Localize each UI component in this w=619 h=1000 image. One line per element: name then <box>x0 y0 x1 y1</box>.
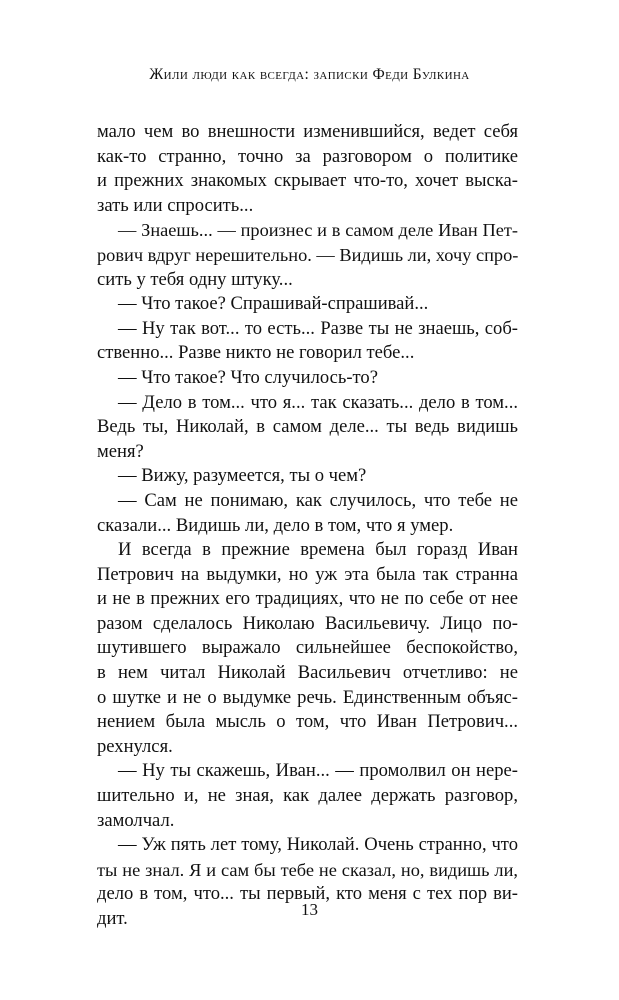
text-line: — Сам не понимаю, как случилось, что тебе не <box>118 489 518 511</box>
text-line: ственно... Разве никто не говорил тебе... <box>97 342 415 364</box>
text-line: — Уж пять лет тому, Николай. Очень странно, что <box>118 834 518 856</box>
text-line: ты не знал. Я и сам бы тебе не сказал, но, видишь ли, <box>97 859 518 880</box>
text-line: сказали... Видишь ли, дело в том, что я умер. <box>97 514 454 536</box>
text-line: шутившего выражало сильнейшее беспокойство, <box>97 637 518 659</box>
text-line: — Что такое? Спрашивай-спрашивай... <box>118 293 429 315</box>
text-line: шительно и, не зная, как далее держать разговор, <box>97 785 518 807</box>
text-line: — Знаешь... — произнес и в самом деле Иван Пет- <box>118 220 518 241</box>
text-line: меня? <box>97 440 144 462</box>
text-line: дит. <box>97 908 128 929</box>
text-line: рович вдруг нерешительно. — Видишь ли, хочу спро- <box>97 244 519 265</box>
body-text <box>97 120 518 932</box>
text-line: зать или спросить... <box>97 194 254 216</box>
text-line: разом сделалось Николаю Васильевичу. Лицо по- <box>97 612 518 634</box>
text-line: — Дело в том... что я... так сказать... дело в том... <box>118 391 518 413</box>
text-line: мало чем во внешности изменившийся, ведет себя <box>97 121 518 142</box>
text-line: — Вижу, разумеется, ты о чем? <box>118 465 367 487</box>
text-line: сить у тебя одну штуку... <box>97 268 293 290</box>
text-line: и прежних знакомых скрывает что-то, хочет выска- <box>97 170 518 192</box>
text-line: и не в прежних его традициях, что не по себе от нее <box>97 588 518 610</box>
text-line: о шутке и не о выдумке речь. Единственным объяс- <box>97 686 518 708</box>
running-header: Жили люди как всегда: записки Феди Булкина <box>149 66 470 83</box>
text-line: дело в том, что... ты первый, кто меня с тех пор ви- <box>97 883 518 905</box>
text-line: — Что такое? Что случилось-то? <box>118 366 378 388</box>
text-line: в нем читал Николай Васильевич отчетливо: не <box>97 662 518 684</box>
text-line: И всегда в прежние времена был горазд Иван <box>118 539 518 561</box>
text-line: — Ну ты скажешь, Иван... — промолвил он нере- <box>118 760 518 782</box>
text-line: как-то странно, точно за разговором о политике <box>97 145 518 167</box>
page-number: 13 <box>301 900 318 919</box>
text-line: рехнулся. <box>97 735 173 757</box>
text-line: замолчал. <box>97 809 175 831</box>
text-line: Ведь ты, Николай, в самом деле... ты ведь видишь <box>97 416 518 438</box>
text-line: — Ну так вот... то есть... Разве ты не знаешь, соб- <box>118 317 518 339</box>
text-line: нением была мысль о том, что Иван Петрович... <box>97 711 518 733</box>
text-line: Петрович на выдумки, но уж эта была так странна <box>97 563 518 585</box>
